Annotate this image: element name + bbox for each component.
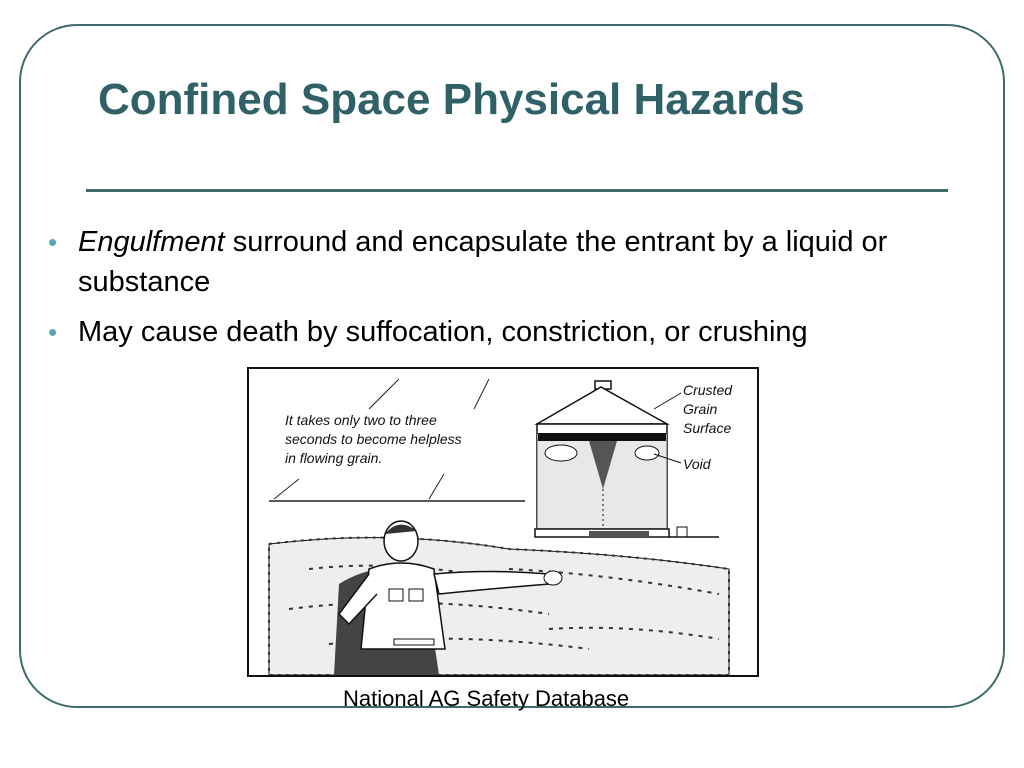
bullet-item-engulfment	[48, 222, 968, 302]
callout-line-2: seconds to become helpless	[285, 431, 462, 447]
slide-title: Confined Space Physical Hazards	[98, 75, 805, 124]
grain-engulfment-illustration	[247, 367, 759, 677]
label-void: Void	[683, 456, 711, 472]
label-crusted-2: Grain	[683, 401, 718, 417]
bullet-dot-icon: •	[48, 227, 58, 257]
illustration-drawing	[249, 369, 757, 675]
bullet-item-death	[48, 312, 968, 352]
label-crusted-3: Surface	[683, 420, 732, 436]
title-divider	[86, 189, 948, 192]
bullet-text: surround and encapsulate the entrant by a liquid or substance	[78, 226, 888, 298]
image-caption: National AG Safety Database	[343, 686, 630, 711]
bullet-text: May cause death by suffocation, constriction, or crushing	[78, 316, 808, 348]
label-crusted-1: Crusted	[683, 382, 733, 398]
callout-line-3: in flowing grain.	[285, 450, 383, 466]
bullet-emphasis: Engulfment	[78, 226, 225, 258]
bullet-dot-icon: •	[48, 317, 58, 347]
bullet-list	[48, 222, 968, 362]
callout-line-1: It takes only two to three	[285, 412, 437, 428]
